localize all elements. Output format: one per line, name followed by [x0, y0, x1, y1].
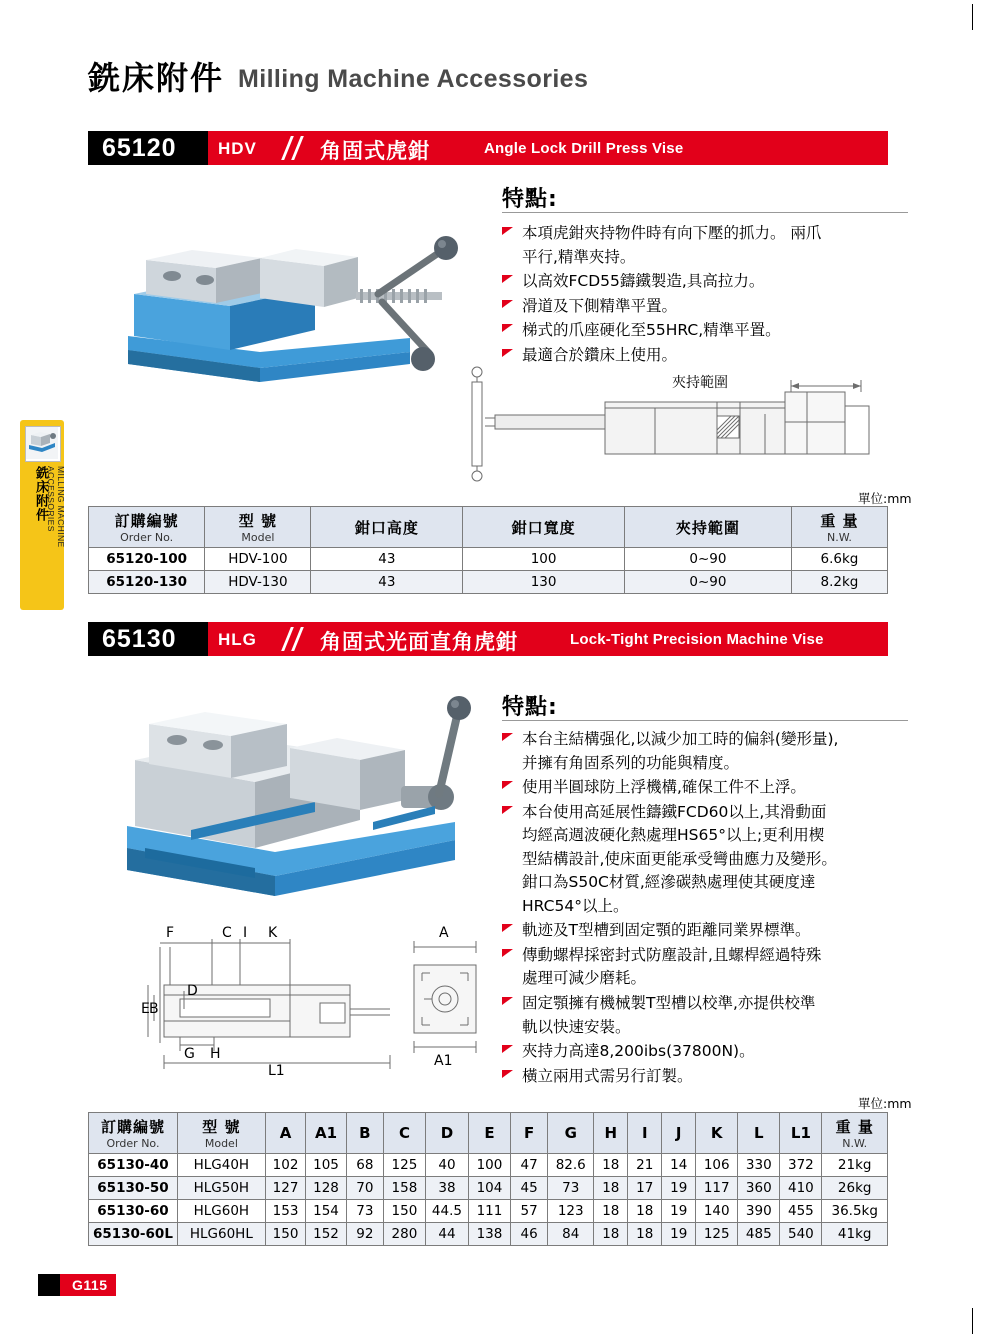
features-list-1 [500, 222, 910, 368]
col-weight: 重 量 N.W. [791, 507, 887, 548]
col-c: C [383, 1113, 425, 1154]
feature-item: 滑道及下側精準平置。 [500, 295, 910, 319]
page-title [88, 59, 589, 97]
side-tab-label-cn: 銑床附件 [33, 466, 48, 522]
page-number [58, 1274, 116, 1296]
col-model: 型 號 Model [205, 507, 311, 548]
crop-mark [972, 4, 973, 30]
section-name-cn: 角固式光面直角虎鉗 [320, 630, 518, 654]
section-name-en: Angle Lock Drill Press Vise [484, 140, 684, 157]
feature-item: 使用半圓球防上浮機構,確保工件不上浮。 [500, 776, 912, 800]
unit-label-2: 單位:mm [858, 1096, 912, 1111]
dimension-drawing-top-view [392, 925, 502, 1080]
page-number-block [38, 1274, 60, 1296]
side-tab-text [20, 466, 64, 606]
drawing-label-clamp-range: 夾持範圍 [672, 375, 728, 391]
svg-text:G: G [184, 1046, 195, 1062]
bullet-triangle-icon [502, 949, 513, 957]
section-header-65120 [88, 131, 888, 165]
table-row: 65130-50 HLG50H 127 128 70 158 38 104 45 73 18 17 19 117 360 410 26kg [89, 1177, 888, 1200]
feature-item: 傳動螺桿採密封式防塵設計,且螺桿經過特殊 處理可減少磨耗。 [500, 944, 912, 991]
chevron-right-icon [284, 627, 306, 651]
section-code: 65130 [102, 625, 177, 653]
table-row: 65120-100 HDV-100 43 100 0~90 6.6kg [89, 548, 888, 571]
feature-item: 夾持力高達8,200ibs(37800N)。 [500, 1040, 912, 1064]
section-code: 65120 [102, 134, 177, 162]
bullet-triangle-icon [502, 349, 513, 357]
col-j: J [662, 1113, 696, 1154]
bullet-triangle-icon [502, 1045, 513, 1053]
spec-table-65120 [88, 506, 888, 594]
page-title-en: Milling Machine Accessories [238, 65, 589, 93]
col-d: D [425, 1113, 468, 1154]
table-header-row [89, 507, 888, 548]
col-i: I [628, 1113, 662, 1154]
col-order-no: 訂購編號 Order No. [89, 507, 205, 548]
col-a: A [265, 1113, 305, 1154]
svg-text:C: C [222, 925, 232, 941]
col-l1: L1 [780, 1113, 822, 1154]
bullet-triangle-icon [502, 924, 513, 932]
col-k: K [696, 1113, 738, 1154]
product-photo-hdv-vise [110, 232, 470, 412]
col-l: L [738, 1113, 780, 1154]
svg-text:H: H [210, 1046, 221, 1062]
feature-item: 以高效FCD55鑄鐵製造,具高拉力。 [500, 270, 910, 294]
col-h: H [594, 1113, 628, 1154]
section-header-65130 [88, 622, 888, 656]
col-g: G [548, 1113, 594, 1154]
feature-item: 本台使用高延展性鑄鐵FCD60以上,其滑動面 均經高週波硬化熱處理HS65°以上;更利用楔 型結構設計,使床面更能承受彎曲應力及變形。 鉗口為S50C材質,經滲碳熱處理使其硬度達 HRC54°以上。 [500, 801, 912, 919]
table-row: 65130-60L HLG60HL 150 152 92 280 44 138 46 84 18 18 19 125 485 540 41kg [89, 1223, 888, 1246]
product-photo-hlg-vise [105, 690, 495, 920]
table-row: 65130-60 HLG60H 153 154 73 150 44.5 111 57 123 18 18 19 140 390 455 36.5kg [89, 1200, 888, 1223]
table-row: 65120-130 HDV-130 43 130 0~90 8.2kg [89, 571, 888, 594]
bullet-triangle-icon [502, 997, 513, 1005]
feature-item: 固定顎擁有機械製T型槽以校準,亦提供校準 軌以快速安裝。 [500, 992, 912, 1039]
section-name-en: Lock-Tight Precision Machine Vise [570, 631, 824, 648]
svg-text:A: A [439, 925, 449, 941]
bullet-triangle-icon [502, 1070, 513, 1078]
features-divider [502, 212, 908, 213]
col-a1: A1 [306, 1113, 346, 1154]
col-jaw-height: 鉗口高度 [311, 507, 463, 548]
svg-text:F: F [166, 925, 175, 941]
col-b: B [346, 1113, 383, 1154]
col-f: F [511, 1113, 548, 1154]
svg-text:L1: L1 [268, 1063, 285, 1075]
feature-item: 軌迹及T型槽到固定顎的距離同業界標準。 [500, 919, 912, 943]
col-e: E [468, 1113, 510, 1154]
page-title-cn: 銑床附件 [88, 59, 225, 97]
spec-table-65130 [88, 1112, 888, 1246]
col-weight: 重 量 N.W. [822, 1113, 888, 1154]
features-divider [502, 720, 908, 721]
feature-item: 本台主結構强化,以減少加工時的偏斜(變形量), 并擁有角固系列的功能與精度。 [500, 728, 912, 775]
side-index-tab[interactable] [20, 420, 64, 610]
svg-text:B: B [149, 1001, 159, 1017]
bullet-triangle-icon [502, 227, 513, 235]
table-row: 65130-40 HLG40H 102 105 68 125 40 100 47 82.6 18 21 14 106 330 372 21kg [89, 1154, 888, 1177]
feature-item: 橫立兩用式需另行訂製。 [500, 1065, 912, 1089]
bullet-triangle-icon [502, 300, 513, 308]
col-jaw-width: 鉗口寬度 [463, 507, 625, 548]
bullet-triangle-icon [502, 733, 513, 741]
svg-text:A1: A1 [434, 1053, 453, 1069]
svg-text:K: K [268, 925, 278, 941]
section-name-cn: 角固式虎鉗 [320, 139, 430, 163]
feature-item: 本項虎鉗夾持物件時有向下壓的抓力。 兩爪 平行,精準夾持。 [500, 222, 910, 269]
section-model: HLG [218, 630, 257, 649]
svg-text:I: I [243, 925, 248, 941]
section-model: HDV [218, 139, 257, 158]
bullet-triangle-icon [502, 781, 513, 789]
chevron-right-icon [284, 136, 306, 160]
feature-item: 梯式的爪座硬化至55HRC,精準平置。 [500, 319, 910, 343]
features-list-2 [500, 728, 912, 1089]
svg-text:D: D [187, 983, 198, 999]
unit-label-1: 單位:mm [858, 491, 912, 506]
crop-mark [972, 1308, 973, 1334]
bullet-triangle-icon [502, 324, 513, 332]
col-model: 型 號 Model [177, 1113, 265, 1154]
side-tab-thumbnail [25, 426, 61, 462]
col-clamp-range: 夾持範圍 [625, 507, 792, 548]
technical-drawing-hdv [455, 362, 885, 492]
col-order-no: 訂購編號 Order No. [89, 1113, 178, 1154]
features-title-1: 特點: [502, 187, 558, 212]
feature-item: 最適合於鑽床上使用。 [500, 344, 910, 368]
features-title-2: 特點: [502, 695, 558, 720]
side-tab-label-en: MILLING MACHINE ACCESSORIES [46, 466, 66, 548]
bullet-triangle-icon [502, 275, 513, 283]
page-number-label: G115 [72, 1277, 108, 1293]
bullet-triangle-icon [502, 806, 513, 814]
table-header-row [89, 1113, 888, 1154]
svg-text:E: E [141, 1001, 150, 1017]
